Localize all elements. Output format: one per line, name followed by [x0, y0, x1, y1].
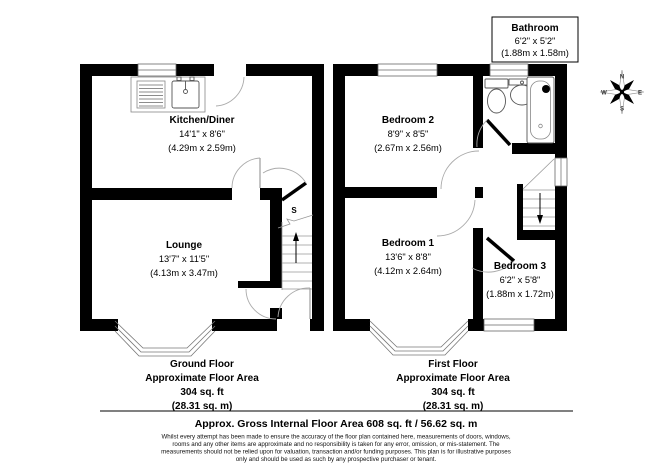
ff-left-wall: [333, 64, 345, 331]
compass-east-label: E: [637, 90, 643, 97]
bedroom2-dims-metric: (2.67m x 2.56m): [374, 143, 442, 153]
bedroom1-dims-metric: (4.12m x 2.64m): [374, 266, 442, 276]
compass-north-label: N: [619, 74, 625, 81]
gf-stair-wall: [270, 188, 282, 283]
gf-bottom-wall: [310, 319, 324, 331]
ff-summary-subtitle: Approximate Floor Area: [396, 373, 510, 384]
first-floor-plan: [333, 17, 578, 412]
bathtub-icon: [527, 77, 554, 143]
bedroom1-bay-window: [370, 321, 468, 355]
ff-bottom-wall: [468, 319, 484, 331]
gf-left-wall: [80, 64, 92, 331]
bedroom1-label: Bedroom 1: [381, 238, 435, 249]
gf-summary-area-ft: 304 sq. ft: [180, 387, 224, 398]
bedroom3-window: [484, 319, 534, 331]
lounge-label: Lounge: [165, 240, 203, 251]
ground-floor-summary: [145, 359, 259, 412]
gf-door-jamb: [270, 308, 282, 319]
stair-s-label: S: [291, 206, 297, 215]
bedroom3-label: Bedroom 3: [493, 261, 547, 272]
compass-west-label: W: [601, 90, 607, 97]
gf-summary-area-m: (28.31 sq. m): [171, 401, 233, 412]
gf-right-wall: [312, 64, 324, 331]
toilet-icon: [485, 79, 508, 113]
bedroom1-dims-imperial: 13'6" x 8'8": [385, 252, 431, 262]
footer: [100, 411, 573, 463]
bathroom-bottom-wall: [512, 143, 555, 154]
disclaimer-line: Whilst every attempt has been made to ensure the accuracy of the floor plan contained here, measurements of doors, windows,: [161, 433, 511, 441]
bedroom3-door-leaf: [487, 238, 514, 261]
disclaimer-line: rooms and any other items are approximate and no responsibility is taken for any error, omission, or mis-statement. The: [172, 441, 500, 448]
bedroom-divider-wall: [475, 187, 483, 198]
stairs-up-arrow-icon: [293, 232, 299, 263]
kitchen-dims-imperial: 14'1" x 8'6": [179, 129, 225, 139]
ff-summary-title: First Floor: [428, 359, 478, 370]
bedroom3-left-wall: [473, 228, 483, 319]
compass-icon: [600, 70, 644, 114]
bedroom2-label: Bedroom 2: [381, 115, 435, 126]
ground-floor-plan: [80, 64, 324, 412]
ff-staircase: [523, 159, 555, 226]
hall-door-arc: [263, 168, 306, 183]
stair-break-line: [278, 215, 313, 228]
kitchen-label: Kitchen/Diner: [169, 115, 235, 126]
hall-door-leaf: [282, 183, 306, 200]
bedroom1-door-arc: [437, 200, 475, 236]
bathroom-divider-wall: [473, 76, 483, 148]
ff-stair-wall: [517, 184, 523, 232]
bathroom-window: [490, 64, 528, 76]
stairs-down-arrow-icon: [537, 193, 543, 224]
gf-top-wall: [80, 64, 138, 76]
compass-south-label: S: [619, 106, 625, 113]
bathroom-door-leaf: [487, 120, 510, 145]
ff-right-wall: [555, 64, 567, 158]
kitchen-dims-metric: (4.29m x 2.59m): [168, 143, 236, 153]
ff-top-wall: [437, 64, 490, 76]
bedroom2-door-arc: [441, 151, 479, 189]
landing-window: [555, 158, 567, 186]
ff-summary-area-m: (28.31 sq. m): [422, 401, 484, 412]
first-floor-summary: [396, 359, 510, 412]
bedroom2-window: [378, 64, 437, 76]
back-door-arc: [216, 77, 244, 106]
gf-top-wall: [176, 64, 214, 76]
lounge-dims-metric: (4.13m x 3.47m): [150, 268, 218, 278]
gross-area-title: Approx. Gross Internal Floor Area 608 sq. ft / 56.62 sq. m: [194, 418, 478, 430]
gf-summary-title: Ground Floor: [170, 359, 234, 370]
ff-stair-bottom-wall: [517, 230, 567, 240]
disclaimer-line: only and should be used as such by any prospective purchaser or tenant.: [235, 456, 437, 463]
gf-summary-subtitle: Approximate Floor Area: [145, 373, 259, 384]
bathroom-dims-imperial: 6'2" x 5'2": [514, 36, 556, 46]
lounge-dims-imperial: 13'7" x 11'5": [158, 254, 210, 264]
gf-bottom-wall: [80, 319, 118, 331]
gf-staircase: [278, 206, 313, 290]
ff-bottom-wall: [333, 319, 370, 331]
ff-top-wall: [333, 64, 378, 76]
gf-bottom-wall: [212, 319, 277, 331]
front-door-arc: [278, 288, 310, 317]
lounge-bay-window: [115, 321, 215, 356]
bedroom3-dims-metric: (1.88m x 1.72m): [486, 289, 554, 299]
bathroom-dims-metric: (1.88m x 1.58m): [501, 48, 569, 58]
ff-right-wall: [555, 186, 567, 331]
bathroom-label: Bathroom: [511, 23, 559, 34]
bathroom-label-box: [492, 17, 578, 62]
stair-void-line: [523, 159, 554, 189]
kitchen-window: [138, 64, 176, 76]
gf-hall-wall: [238, 281, 282, 288]
bedroom-divider-wall: [345, 187, 437, 198]
ff-bottom-wall: [534, 319, 567, 331]
kitchen-door-arc: [232, 158, 260, 188]
ff-summary-area-ft: 304 sq. ft: [431, 387, 475, 398]
bedroom3-dims-imperial: 6'2" x 5'8": [499, 275, 541, 285]
gf-divider-wall: [92, 188, 232, 200]
bedroom2-dims-imperial: 8'9" x 8'5": [387, 129, 429, 139]
disclaimer-line: measurements should not be relied upon for valuation, transaction and/or funding purposes. This plan is for illustrative purposes: [161, 448, 511, 456]
sink-icon: [131, 77, 205, 112]
